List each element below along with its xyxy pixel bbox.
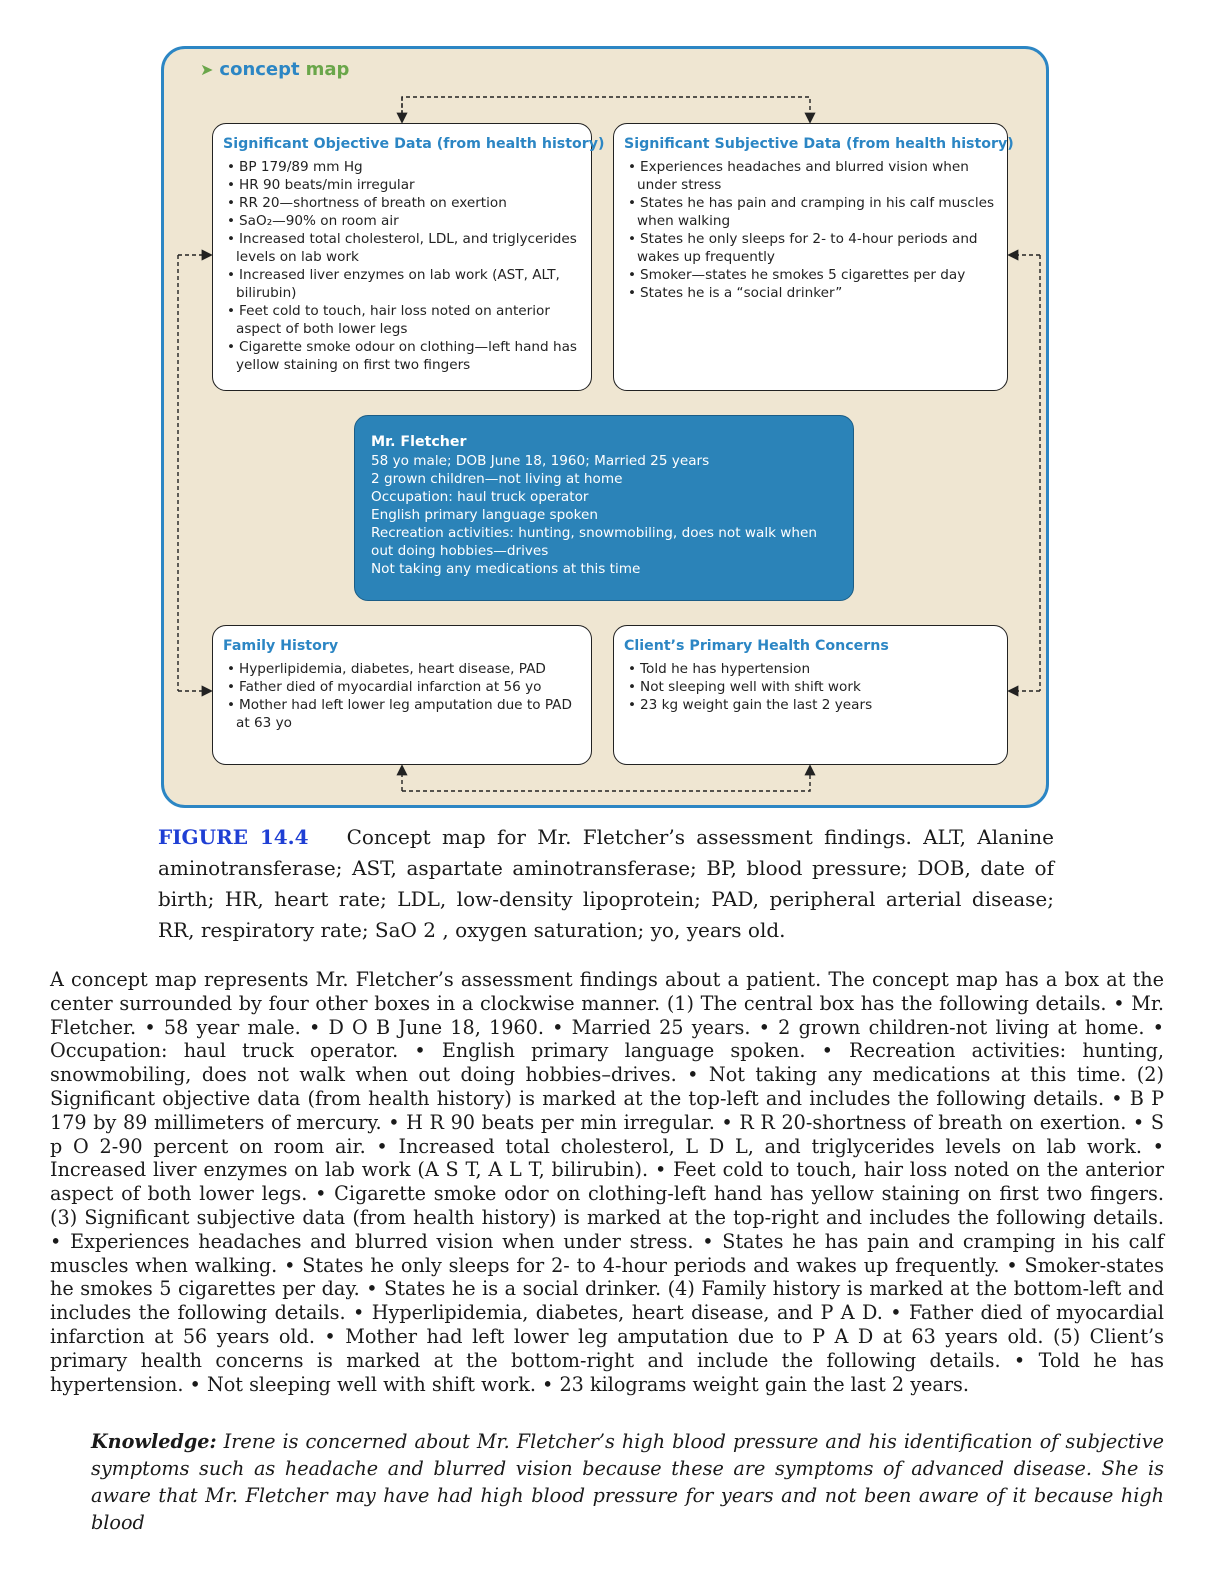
concept-map-header — [200, 59, 349, 80]
list-item: • States he only sleeps for 2- to 4-hour periods and wakes up frequently — [624, 230, 997, 266]
list-item: • RR 20—shortness of breath on exertion — [223, 194, 581, 212]
objective-data-box — [212, 123, 605, 391]
objective-data-title: Significant Objective Data (from health history) — [223, 136, 605, 152]
concept-map-figure — [161, 46, 1049, 808]
list-item: • Smoker—states he smokes 5 cigarettes per day — [624, 266, 997, 284]
knowledge-label: Knowledge: — [91, 1430, 217, 1453]
health-concerns-box — [613, 625, 1008, 765]
patient-detail: Occupation: haul truck operator — [371, 489, 589, 505]
knowledge-text: Irene is concerned about Mr. Fletcher’s high blood pressure and his identification of subjective symptoms such as headache and blurred vision because these are symptoms of advanced disease. She is aware that Mr. Fletcher may have had high blood pressure for years and not been aware of it because high blood — [91, 1430, 1164, 1534]
health-concerns-title: Client’s Primary Health Concerns — [624, 638, 889, 654]
subjective-data-box — [613, 123, 1014, 391]
list-item: • Mother had left lower leg amputation due to PAD at 63 yo — [223, 696, 581, 732]
chevron-right-icon: ➤ — [200, 60, 214, 79]
patient-detail: 2 grown children—not living at home — [371, 471, 623, 487]
list-item: • SaO₂—90% on room air — [223, 212, 581, 230]
objective-data-list — [223, 158, 581, 374]
family-history-title: Family History — [223, 638, 339, 654]
list-item: • States he is a “social drinker” — [624, 284, 997, 302]
list-item: • Father died of myocardial infarction at 56 yo — [223, 678, 581, 696]
knowledge-paragraph — [91, 1428, 1164, 1536]
header-word-concept: concept — [219, 59, 300, 80]
figure-caption — [158, 822, 1054, 946]
caption-text: Concept map for Mr. Fletcher’s assessment findings. ALT, Alanine aminotransferase; AST, aspartate aminotransferase; BP, blood pressure; DOB, date of birth; HR, heart rate; LDL, low-density lipoprotein; PAD, peripheral arterial disease; RR, respiratory rate; SaO 2 , oxygen saturation; yo, years old. — [158, 825, 1055, 942]
header-word-map: map — [305, 59, 350, 80]
figure-label: FIGURE 14.4 — [158, 825, 309, 849]
list-item: • Hyperlipidemia, diabetes, heart disease, PAD — [223, 660, 581, 678]
list-item: • Increased liver enzymes on lab work (AST, ALT, bilirubin) — [223, 266, 581, 302]
patient-detail: English primary language spoken — [371, 507, 598, 523]
figure-description: A concept map represents Mr. Fletcher’s assessment findings about a patient. The concept map has a box at the center surrounded by four other boxes in a clockwise manner. (1) The central box has the following details. • Mr. Fletcher. • 58 year male. • D O B June 18, 1960. • Married 25 years. • 2 grown children-not living at home. • Occupation: haul truck operator. • English primary language spoken. • Recreation activities: hunting, snowmobiling, does not walk when out doing hobbies–drives. • Not taking any medications at this time. (2) Significant objective data (from health history) is marked at the top-left and includes the following details. • B P 179 by 89 millimeters of mercury. • H R 90 beats per min irregular. • R R 20-shortness of breath on exertion. • S p O 2-90 percent on room air. • Increased total cholesterol, L D L, and triglycerides levels on lab work. • Increased liver enzymes on lab work (A S T, A L T, bilirubin). • Feet cold to touch, hair loss noted on the anterior aspect of both lower legs. • Cigarette smoke odor on clothing-left hand has yellow staining on first two fingers. (3) Significant subjective data (from health history) is marked at the top-right and includes the following details. • Experiences headaches and blurred vision when under stress. • States he has pain and cramping in his calf muscles when walking. • States he only sleeps for 2- to 4-hour periods and wakes up frequently. • Smoker-states he smokes 5 cigarettes per day. • States he is a social drinker. (4) Family history is marked at the bottom-left and includes the following details. • Hyperlipidemia, diabetes, heart disease, and P A D. • Father died of myocardial infarction at 56 years old. • Mother had left lower leg amputation due to P A D at 63 years old. (5) Client’s primary health concerns is marked at the bottom-right and include the following details. • Told he has hypertension. • Not sleeping well with shift work. • 23 kilograms weight gain the last 2 years. — [50, 968, 1164, 1396]
family-history-box — [212, 625, 592, 765]
list-item: • BP 179/89 mm Hg — [223, 158, 581, 176]
list-item: • Cigarette smoke odour on clothing—left hand has yellow staining on first two fingers — [223, 338, 581, 374]
list-item: • Increased total cholesterol, LDL, and triglycerides levels on lab work — [223, 230, 581, 266]
list-item: • States he has pain and cramping in his calf muscles when walking — [624, 194, 997, 230]
patient-detail: Not taking any medications at this time — [371, 561, 641, 577]
patient-summary-box — [354, 415, 854, 601]
list-item: • Not sleeping well with shift work — [624, 678, 997, 696]
patient-detail: 58 yo male; DOB June 18, 1960; Married 25 years — [371, 453, 710, 469]
list-item: • 23 kg weight gain the last 2 years — [624, 696, 997, 714]
subjective-data-title: Significant Subjective Data (from health history) — [624, 136, 1014, 152]
list-item: • Experiences headaches and blurred vision when under stress — [624, 158, 997, 194]
family-history-list — [223, 660, 581, 732]
health-concerns-list — [624, 660, 997, 714]
patient-name: Mr. Fletcher — [371, 434, 467, 450]
list-item: • HR 90 beats/min irregular — [223, 176, 581, 194]
patient-detail: Recreation activities: hunting, snowmobiling, does not walk when out doing hobbies—drives — [371, 525, 818, 559]
subjective-data-list — [624, 158, 997, 302]
list-item: • Told he has hypertension — [624, 660, 997, 678]
list-item: • Feet cold to touch, hair loss noted on anterior aspect of both lower legs — [223, 302, 581, 338]
